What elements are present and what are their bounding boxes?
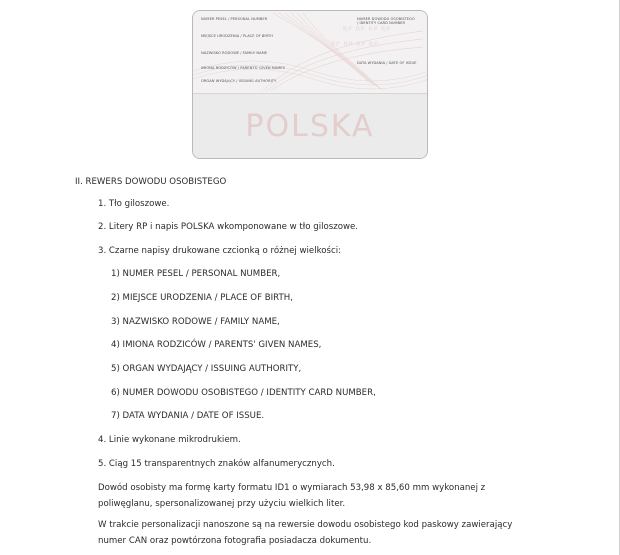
card-label-parents: IMIONA RODZICÓW / PARENTS' GIVEN NAMES bbox=[201, 66, 285, 70]
sub-list-item: 1) NUMER PESEL / PERSONAL NUMBER, bbox=[111, 269, 281, 279]
card-label-family: NAZWISKO RODOWE / FAMILY NAME bbox=[201, 51, 268, 55]
list-item: 2. Litery RP i napis POLSKA wkomponowane w tło giloszowe. bbox=[98, 222, 359, 232]
card-rp-pattern: RP RP RP RP bbox=[343, 26, 391, 33]
sub-list-item: 3) NAZWISKO RODOWE / FAMILY NAME, bbox=[111, 317, 280, 327]
paragraph-card-format: Dowód osobisty ma formę karty formatu ID1 o wymiarach 53,98 x 85,60 mm wykonanej z poliwęglanu, spersonalizowanej przy użyciu wielkich liter. bbox=[98, 483, 486, 509]
card-rp-pattern-2: RP RP RP RP bbox=[331, 41, 379, 48]
card-label-issue: DATA WYDANIA / DATE OF ISSUE bbox=[357, 61, 417, 65]
sub-list-item: 5) ORGAN WYDAJĄCY / ISSUING AUTHORITY, bbox=[111, 364, 302, 374]
id-card-reverse-image bbox=[192, 10, 428, 159]
card-label-pesel: NUMER PESEL / PERSONAL NUMBER bbox=[201, 17, 268, 21]
list-item: 5. Ciąg 15 transparentnych znaków alfanumerycznych. bbox=[98, 459, 335, 469]
card-polska-text: POLSKA bbox=[245, 109, 375, 144]
list-item: 4. Linie wykonane mikrodrukiem. bbox=[98, 435, 241, 445]
card-label-idnumber: NUMER DOWODU OSOBISTEGO / IDENTITY CARD NUMBER bbox=[357, 17, 415, 25]
paragraph-personalization: W trakcie personalizacji nanoszone są na rewersie dowodu osobistego kod paskowy zawierający numer CAN oraz powtórzona fotografia posiadacza dokumentu. bbox=[98, 520, 513, 546]
list-item: 3. Czarne napisy drukowane czcionką o różnej wielkości: bbox=[98, 246, 342, 256]
card-label-authority: ORGAN WYDAJĄCY / ISSUING AUTHORITY bbox=[201, 79, 277, 83]
list-item: 1. Tło giloszowe. bbox=[98, 199, 170, 209]
sub-list-item: 4) IMIONA RODZICÓW / PARENTS' GIVEN NAMES, bbox=[111, 340, 322, 350]
section-heading: II. REWERS DOWODU OSOBISTEGO bbox=[75, 177, 227, 187]
sub-list-item: 2) MIEJSCE URODZENIA / PLACE OF BIRTH, bbox=[111, 293, 293, 303]
card-label-birthplace: MIEJSCE URODZENIA / PLACE OF BIRTH bbox=[201, 34, 273, 38]
sub-list-item: 6) NUMER DOWODU OSOBISTEGO / IDENTITY CARD NUMBER, bbox=[111, 388, 376, 398]
sub-list-item: 7) DATA WYDANIA / DATE OF ISSUE. bbox=[111, 411, 265, 421]
